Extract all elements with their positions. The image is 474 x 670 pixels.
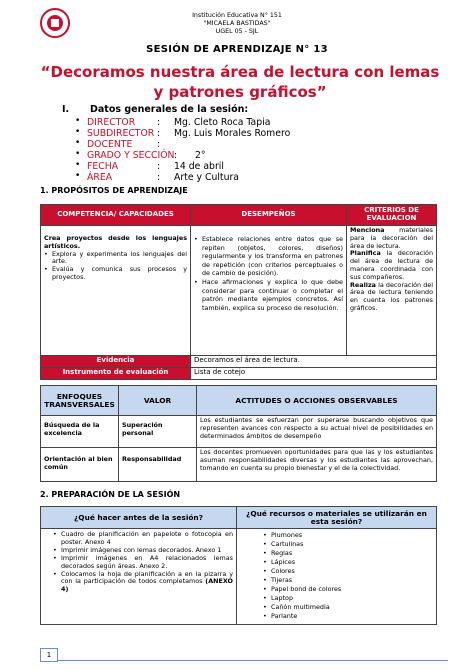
general-value: Mg. Cleto Roca Tapia — [174, 117, 271, 128]
desempenos-cell — [191, 226, 347, 356]
header-before: ¿Qué hacer antes de la sesión? — [41, 507, 237, 529]
bullet-icon: • — [75, 171, 81, 181]
section-purposes-heading: 1. PROPÓSITOS DE APRENDIZAJE — [40, 186, 188, 195]
valor-cell: Responsabilidad — [119, 448, 197, 482]
institution-name: Institución Educativa N° 151 — [192, 12, 282, 19]
preparation-body-row — [41, 529, 437, 625]
before-last-text: Colocamos la hoja de planificación a en la pizarra y con la participación de todos completamos — [61, 569, 233, 586]
list-item: • Evalúa y comunica sus procesos y proyectos. — [44, 266, 187, 282]
criterio-verb: Planifica — [350, 249, 381, 258]
valor-cell: Superación personal — [119, 416, 197, 448]
capacidades-list — [44, 251, 187, 282]
purposes-body-row — [41, 226, 437, 356]
general-value: Mg. Luis Morales Romero — [174, 128, 291, 139]
list-item: • Colores — [263, 567, 433, 576]
actitudes-cell: Los estudiantes se esfuerzan por superarse buscando objetivos que representen avances con respecto a su actual nivel de posibilidades en determinados ámbitos de desempeño — [197, 416, 437, 448]
competencia-title: Crea proyectos desde los lenguajes artísticos. — [44, 234, 187, 250]
main-title: “Decoramos nuestra área de lectura con lemas y patrones gráficos” — [40, 63, 440, 101]
criterio-item — [350, 250, 433, 281]
general-label: GRADO Y SECCIÓN — [87, 150, 175, 161]
list-item: • Establece relaciones entre datos que se repiten (objetos, colores, diseños) regularmente y los transforma en patrones de repetición (con criterios perceptuales o de cambio de posición). — [194, 235, 343, 278]
list-item: • Imprimir imágenes con lemas decorados. Anexo 1 — [53, 547, 233, 555]
header-criterios: CRITERIOS DE EVALUACION — [347, 205, 437, 226]
criterio-verb: Menciona — [350, 226, 385, 234]
list-item — [53, 571, 233, 595]
header-competencia: COMPETENCIA/ CAPACIDADES — [41, 205, 191, 226]
list-item: • Hace afirmaciones y explica lo que debe considerar para continuar o completar el patrón mediante ejemplos concretos. Así también, explica su proceso de resolución. — [194, 278, 343, 312]
list-item: • Cartulinas — [263, 540, 433, 549]
general-label: ÁREA — [87, 172, 113, 183]
bullet-icon: • — [75, 149, 81, 159]
criterio-text: la decoración del área de lectura teniendo en cuenta los patrones gráficos. — [350, 280, 433, 312]
enfoque-cell: Búsqueda de la excelencia — [41, 416, 119, 448]
general-label: DOCENTE — [87, 139, 133, 150]
header-actitudes: ACTITUDES O ACCIONES OBSERVABLES — [197, 386, 437, 416]
approaches-header-row — [41, 386, 437, 416]
anexo-ref: (ANEXO 4) — [61, 577, 233, 594]
footer-divider — [58, 660, 448, 661]
resources-list — [263, 531, 433, 621]
preparation-table — [40, 506, 437, 625]
list-item: • Lápices — [263, 558, 433, 567]
general-colon: : — [157, 172, 161, 183]
general-label: SUBDIRECTOR — [87, 128, 155, 139]
section-title: Datos generales de la sesión: — [90, 104, 249, 115]
section-number: I. — [62, 104, 70, 115]
general-colon: : — [157, 117, 161, 128]
instrumento-label: Instrumento de evaluación — [41, 368, 191, 380]
bullet-icon: • — [75, 116, 81, 126]
criterios-cell — [347, 226, 437, 356]
table-row — [41, 448, 437, 482]
bullet-icon: • — [75, 138, 81, 148]
list-item: • Cañón multimedia — [263, 603, 433, 612]
list-item: • Reglas — [263, 549, 433, 558]
bullet-icon: • — [75, 127, 81, 137]
criterio-text: materiales para la decoración del área de lectura. — [350, 226, 433, 250]
general-colon: : — [157, 128, 161, 139]
school-name: "MICAELA BASTIDAS" — [203, 20, 271, 27]
header-resources: ¿Qué recursos o materiales se utilizarán en esta sesión? — [237, 507, 437, 529]
desempenos-list — [194, 235, 343, 312]
header-desempenos: DESEMPEÑOS — [191, 205, 347, 226]
criterio-text: la decoración del área de lectura de manera coordinada con sus compañeros. — [350, 249, 433, 281]
institution-header — [0, 12, 474, 36]
list-item: • Imprimir imágenes en A4 relacionados lemas decorados según áreas. Anexo 2. — [53, 555, 233, 571]
page-number: 1 — [40, 648, 58, 662]
list-item: • Plumones — [263, 531, 433, 540]
general-colon: : — [157, 161, 161, 172]
criterio-item — [350, 227, 433, 250]
instrumento-value: Lista de cotejo — [191, 368, 437, 380]
enfoque-cell: Orientación al bien común — [41, 448, 119, 482]
purposes-table — [40, 204, 437, 380]
session-title: SESIÓN DE APRENDIZAJE N° 13 — [146, 44, 328, 55]
criterio-verb: Realiza — [350, 280, 376, 289]
general-value: Arte y Cultura — [174, 172, 239, 183]
general-value: 14 de abril — [174, 161, 224, 172]
general-value: 2° — [195, 150, 206, 161]
header-valor: VALOR — [119, 386, 197, 416]
table-row — [41, 416, 437, 448]
instrumento-row — [41, 368, 437, 380]
criterio-item — [350, 282, 433, 313]
bullet-icon: • — [75, 160, 81, 170]
before-list — [53, 531, 233, 594]
general-label: FECHA — [87, 161, 119, 172]
general-colon: : — [157, 139, 161, 150]
preparation-header-row — [41, 507, 437, 529]
evidencia-label: Evidencia — [41, 356, 191, 368]
section-preparation-heading: 2. PREPARACIÓN DE LA SESIÓN — [40, 490, 181, 499]
before-cell — [41, 529, 237, 625]
purposes-header-row — [41, 205, 437, 226]
evidencia-value: Decoramos el área de lectura. — [191, 356, 437, 368]
list-item: • Parlante — [263, 612, 433, 621]
list-item: • Explora y experimenta los lenguajes del arte. — [44, 251, 187, 267]
list-item: • Cuadro de planificación en papelote o fotocopia en poster. Anexo 4 — [53, 531, 233, 547]
resources-cell — [237, 529, 437, 625]
list-item: • Tijeras — [263, 576, 433, 585]
actitudes-cell: Los docentes promueven oportunidades para que las y los estudiantes asuman responsabilidades diversas y los estudiantes las aprovechan, tomando en cuenta su propio bienestar y el de la colectividad. — [197, 448, 437, 482]
general-colon: : — [174, 150, 178, 161]
evidencia-row — [41, 356, 437, 368]
header-enfoques: ENFOQUES TRANSVERSALES — [41, 386, 119, 416]
approaches-table — [40, 385, 437, 482]
general-label: DIRECTOR — [87, 117, 136, 128]
list-item: • Papel bond de colores — [263, 585, 433, 594]
list-item: • Laptop — [263, 594, 433, 603]
ugel-name: UGEL 05 - SJL — [215, 28, 259, 35]
competencia-cell — [41, 226, 191, 356]
